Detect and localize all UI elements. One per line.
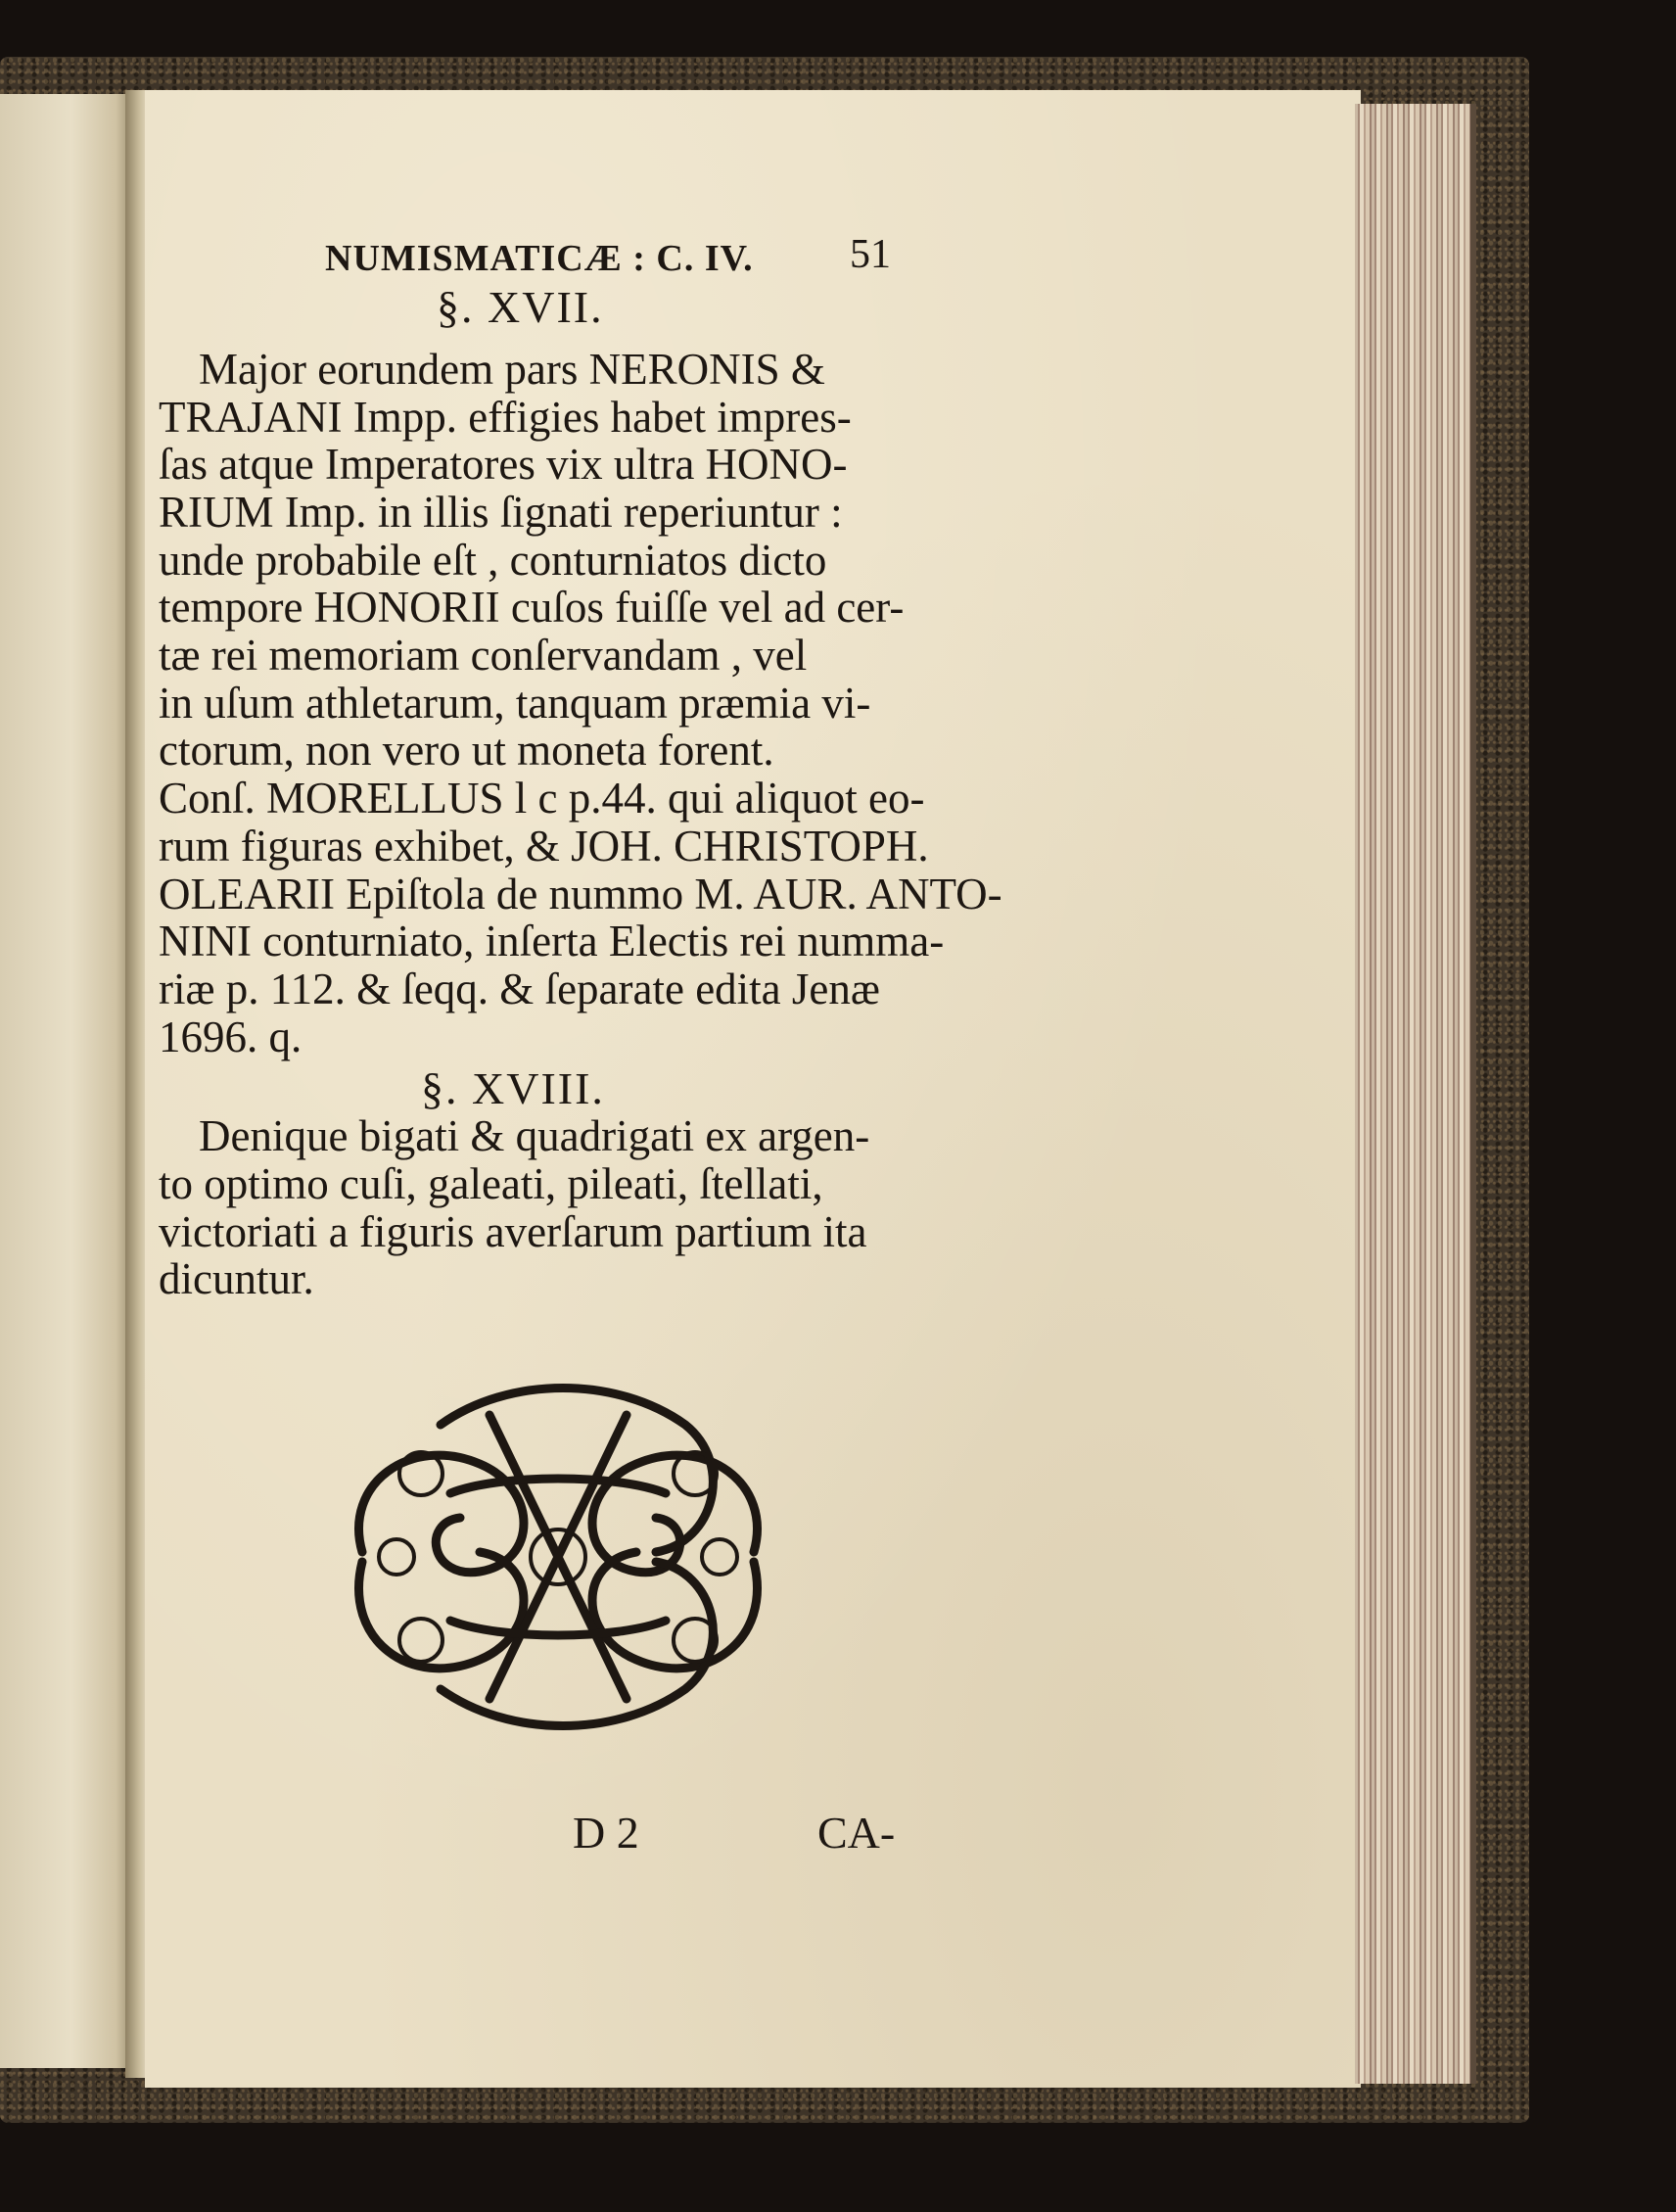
text-line: ſas atque Imperatores vix ultra HONO- [159,440,848,489]
text-line: rum figuras exhibet, & JOH. CHRISTOPH. [159,822,929,871]
text-line: Major eorundem pars NERONIS & [199,345,825,394]
text-line: ctorum, non vero ut moneta forent. [159,726,774,775]
text-line: OLEARII Epiſtola de nummo M. AUR. ANTO- [159,870,1002,918]
woodcut-ornament [303,1366,813,1748]
text-line: RIUM Imp. in illis ſignati reperiuntur : [159,488,843,537]
signature-mark: D 2 [573,1808,639,1858]
text-line: to optimo cuſi, galeati, pileati, ſtellati, [159,1159,823,1208]
section-title-xvii: §. XVII. [437,282,604,332]
running-head: NUMISMATICÆ : C. IV. [325,238,754,279]
text-line: TRAJANI Impp. effigies habet impres- [159,393,852,442]
text-line: unde probabile eſt , conturniatos dicto [159,536,827,585]
text-line: riæ p. 112. & ſeqq. & ſeparate edita Jenæ [159,965,880,1013]
text-line: Conſ. MORELLUS l c p.44. qui aliquot eo- [159,774,925,823]
text-line: NINI conturniato, inſerta Electis rei numma- [159,917,945,965]
text-line: dicuntur. [159,1254,314,1303]
text-line: victoriati a figuris averſarum partium ita [159,1207,867,1256]
text-line: tæ rei memoriam conſervandam , vel [159,631,808,680]
text-line: in uſum athletarum, tanquam præmia vi- [159,679,871,728]
text-line: 1696. q. [159,1012,303,1061]
text-line: Denique bigati & quadrigati ex argen- [199,1111,870,1160]
text-line: tempore HONORII cuſos fuiſſe vel ad cer- [159,583,905,632]
catchword: CA- [817,1808,896,1858]
page-edges [1355,104,1476,2084]
facing-page-edge [0,94,129,2068]
section-title-xviii: §. XVIII. [421,1063,605,1113]
page-number: 51 [850,232,891,277]
